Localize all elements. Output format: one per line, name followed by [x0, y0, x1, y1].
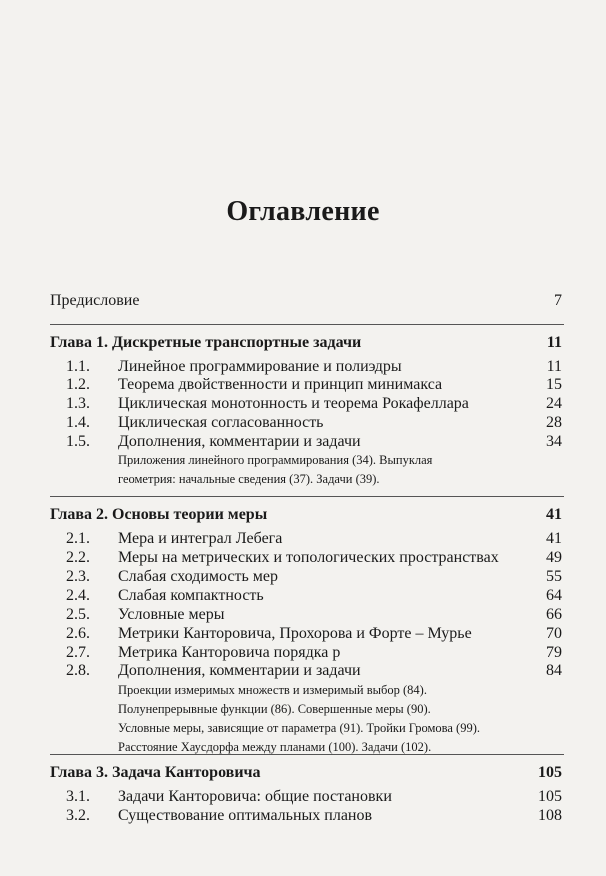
- divider: [50, 754, 564, 755]
- section-num: 1.5.: [66, 433, 90, 450]
- section-label: Слабая компактность: [118, 587, 264, 604]
- section-num: 2.5.: [66, 606, 90, 623]
- section-page: 84: [546, 662, 562, 679]
- chapter-3-title: Глава 3. Задача Канторовича: [50, 764, 261, 781]
- section-page: 70: [546, 625, 562, 642]
- section-num: 1.4.: [66, 414, 90, 431]
- section-label: Задачи Канторовича: общие постановки: [118, 788, 392, 805]
- divider: [50, 496, 564, 497]
- page-title: Оглавление: [226, 196, 380, 227]
- section-label: Теорема двойственности и принцип минимакса: [118, 376, 443, 393]
- supplement-line: Условные меры, зависящие от параметра (91). Тройки Громова (99).: [118, 721, 481, 735]
- section-page: 55: [546, 568, 562, 585]
- chapter-2-title: Глава 2. Основы теории меры: [50, 506, 268, 523]
- section-page: 64: [546, 587, 562, 604]
- section-page: 15: [546, 376, 562, 393]
- section-label: Циклическая согласованность: [118, 414, 324, 431]
- section-num: 1.2.: [66, 376, 90, 393]
- section-num: 2.7.: [66, 644, 90, 661]
- section-num: 2.4.: [66, 587, 90, 604]
- supplement-line: Приложения линейного программирования (34). Выпуклая: [118, 453, 433, 467]
- section-label: Линейное программирование и полиэдры: [118, 358, 402, 375]
- preface-page: 7: [554, 292, 562, 309]
- section-num: 3.1.: [66, 788, 90, 805]
- section-label: Существование оптимальных планов: [118, 807, 373, 824]
- supplement-line: Проекции измеримых множеств и измеримый выбор (84).: [118, 683, 427, 697]
- section-label: Метрика Канторовича порядка p: [118, 644, 341, 661]
- section-page: 49: [546, 549, 562, 566]
- section-page: 34: [546, 433, 562, 450]
- section-label: Дополнения, комментарии и задачи: [118, 662, 361, 679]
- section-page: 79: [546, 644, 562, 661]
- section-page: 41: [546, 530, 562, 547]
- section-page: 108: [538, 807, 562, 824]
- section-num: 2.1.: [66, 530, 90, 547]
- supplement-line: Расстояние Хаусдорфа между планами (100). Задачи (102).: [118, 740, 432, 754]
- chapter-1-title: Глава 1. Дискретные транспортные задачи: [50, 334, 362, 351]
- section-page: 24: [546, 395, 562, 412]
- supplement-line: геометрия: начальные сведения (37). Задачи (39).: [118, 472, 380, 486]
- section-label: Слабая сходимость мер: [118, 568, 279, 585]
- section-page: 28: [546, 414, 562, 431]
- section-label: Циклическая монотонность и теорема Рокафеллара: [118, 395, 469, 412]
- section-page: 105: [538, 788, 562, 805]
- section-num: 3.2.: [66, 807, 90, 824]
- section-page: 11: [546, 358, 562, 375]
- section-label: Метрики Канторовича, Прохорова и Форте – Мурье: [118, 625, 472, 642]
- preface-label: Предисловие: [50, 292, 140, 309]
- section-page: 66: [546, 606, 562, 623]
- chapter-3-page: 105: [538, 764, 562, 781]
- section-num: 1.1.: [66, 358, 90, 375]
- section-label: Дополнения, комментарии и задачи: [118, 433, 361, 450]
- section-label: Условные меры: [118, 606, 225, 623]
- section-num: 2.8.: [66, 662, 90, 679]
- section-num: 1.3.: [66, 395, 90, 412]
- divider: [50, 324, 564, 325]
- supplement-line: Полунепрерывные функции (86). Совершенные меры (90).: [118, 702, 431, 716]
- section-num: 2.3.: [66, 568, 90, 585]
- section-label: Мера и интеграл Лебега: [118, 530, 283, 547]
- chapter-2-page: 41: [546, 506, 562, 523]
- section-label: Меры на метрических и топологических пространствах: [118, 549, 499, 566]
- section-num: 2.6.: [66, 625, 90, 642]
- chapter-1-page: 11: [546, 334, 562, 351]
- section-num: 2.2.: [66, 549, 90, 566]
